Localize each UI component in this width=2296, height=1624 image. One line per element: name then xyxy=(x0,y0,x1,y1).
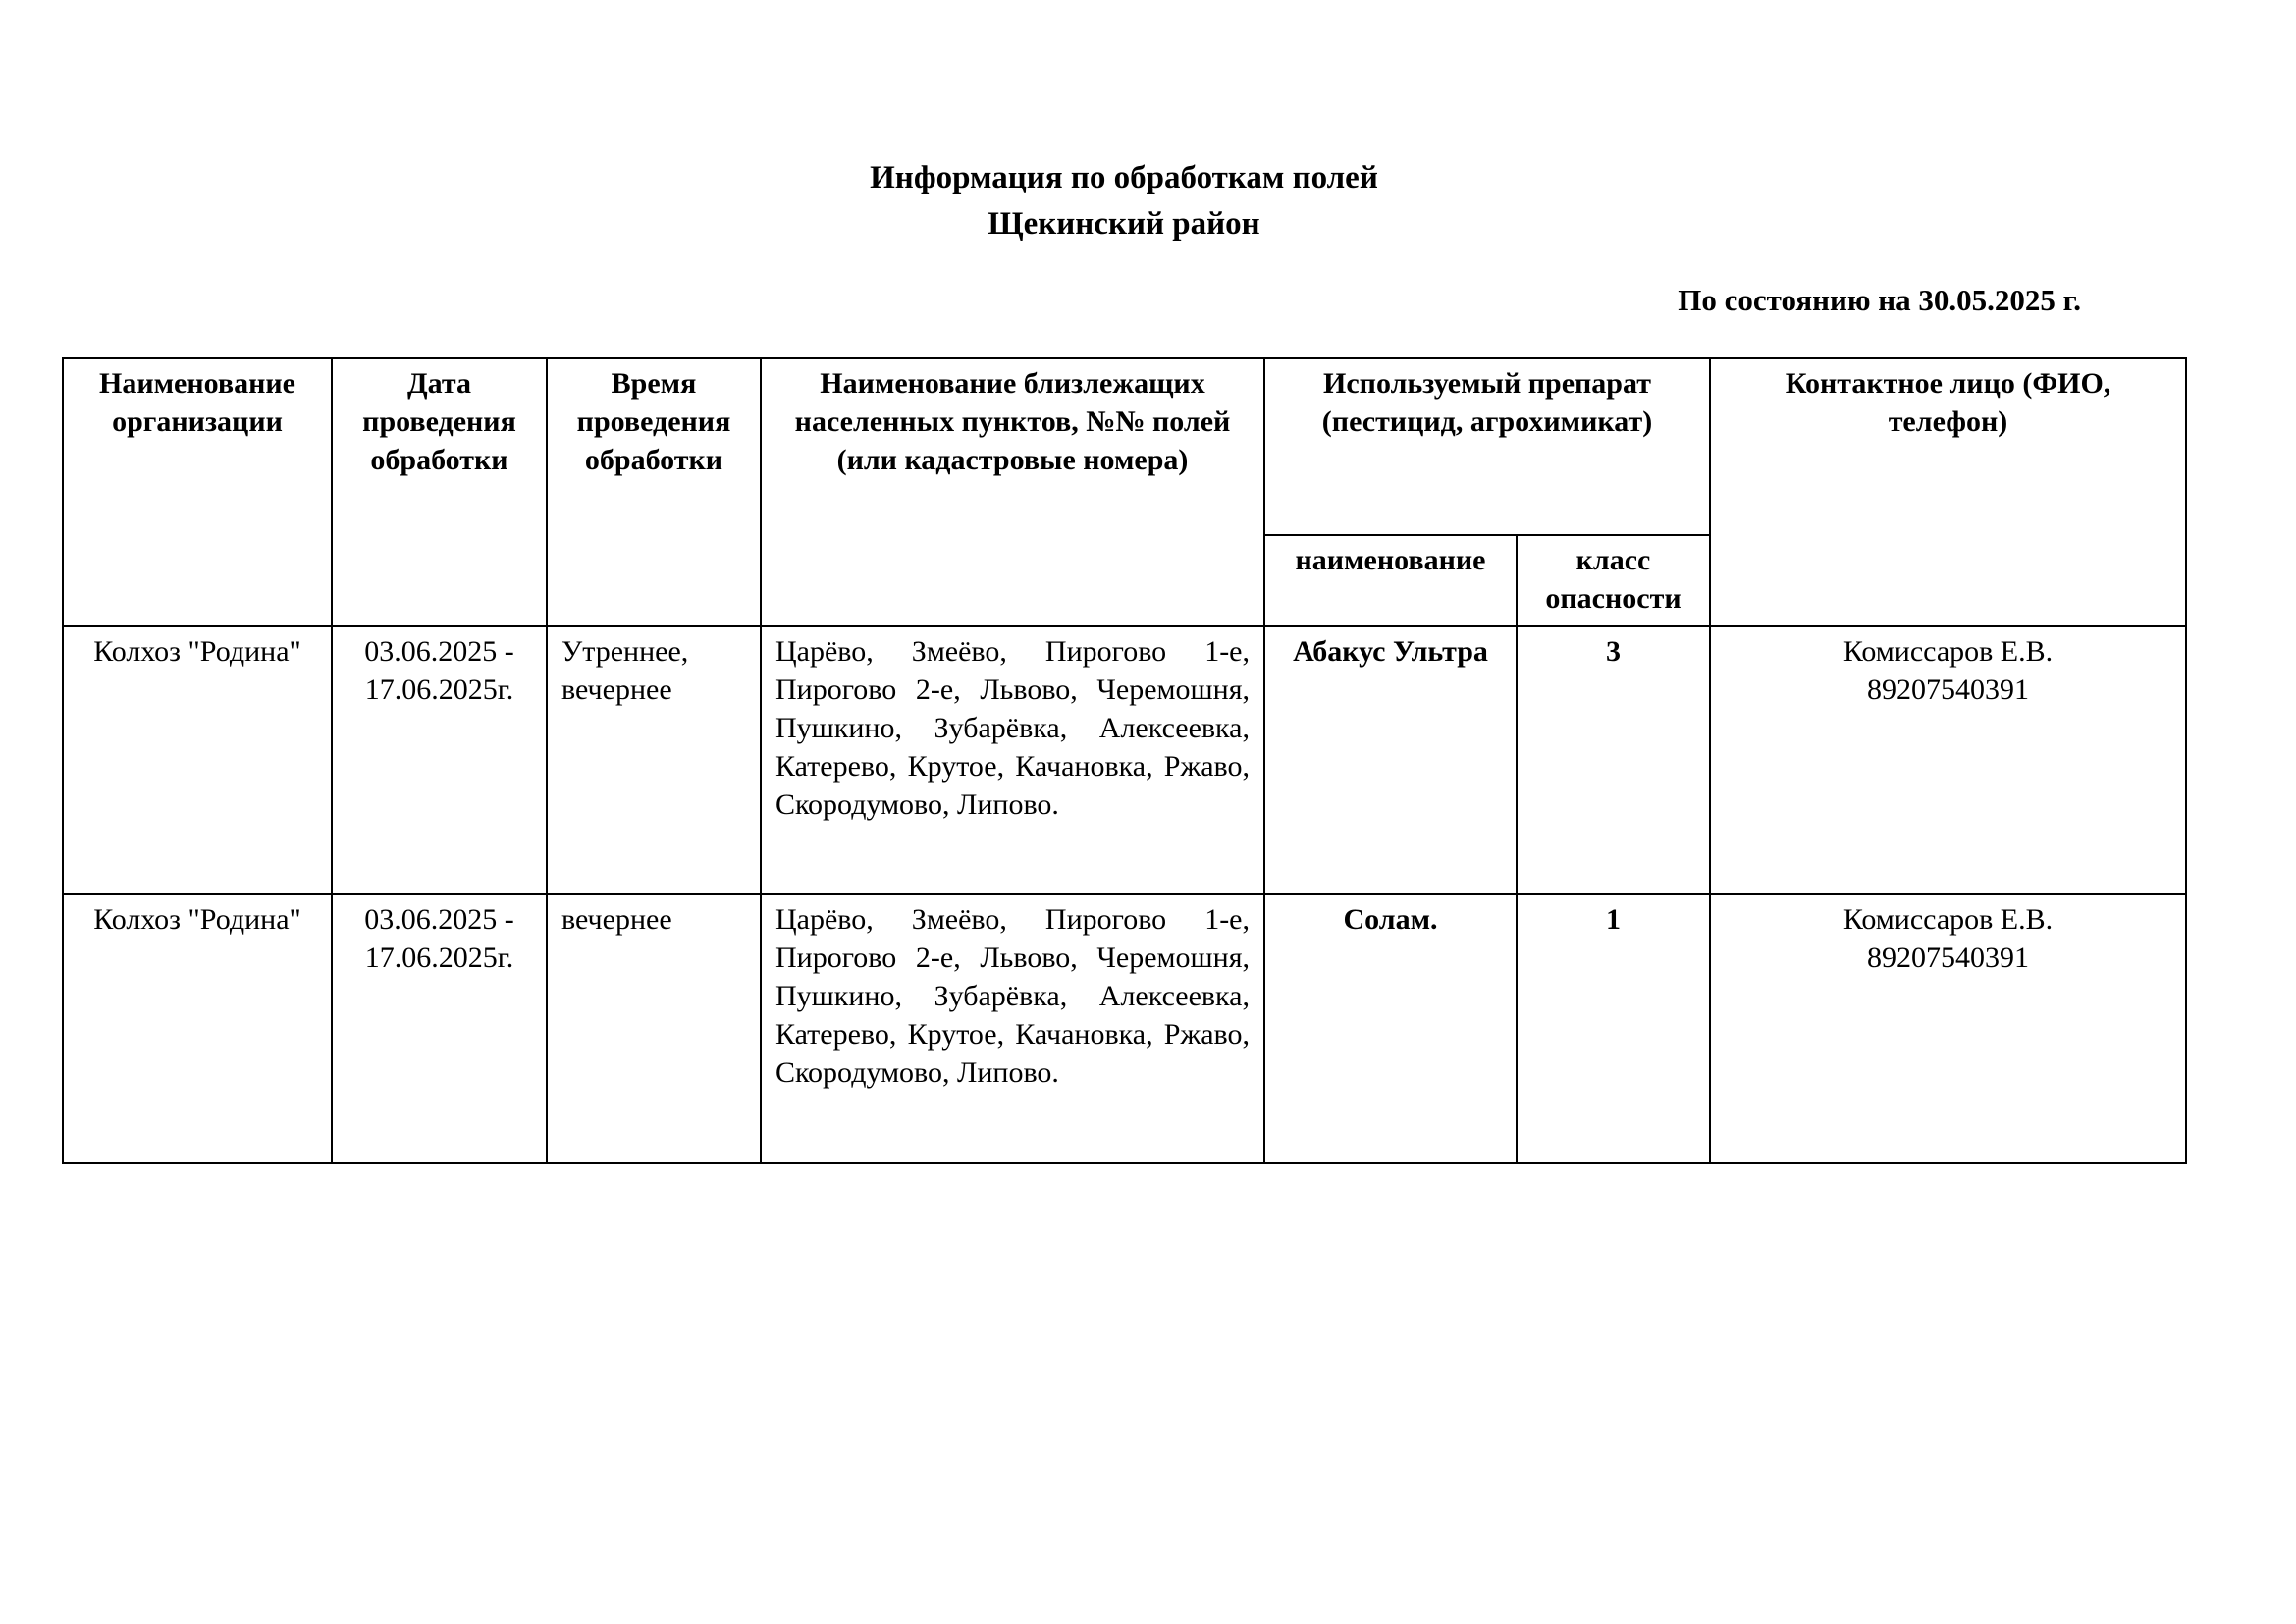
cell-places: Царёво, Змеёво, Пирогово 1-е, Пирогово 2-е, Львово, Черемошня, Пушкино, Зубарёвка, Алексеевка, Катерево, Крутое, Качановка, Ржаво, Скородумово, Липово. xyxy=(761,626,1264,894)
col-header-time: Время проведения обработки xyxy=(547,358,761,626)
cell-prep-class: 3 xyxy=(1517,626,1710,894)
table-header-row xyxy=(63,358,2186,535)
cell-date: 03.06.2025 - 17.06.2025г. xyxy=(332,894,547,1163)
contact-name: Комиссаров Е.В. xyxy=(1842,635,2054,668)
contact-phone: 89207540391 xyxy=(1867,674,2029,706)
cell-places: Царёво, Змеёво, Пирогово 1-е, Пирогово 2-е, Львово, Черемошня, Пушкино, Зубарёвка, Алексеевка, Катерево, Крутое, Качановка, Ржаво, Скородумово, Липово. xyxy=(761,894,1264,1163)
cell-org: Колхоз "Родина" xyxy=(63,626,332,894)
col-header-prep-name: наименование xyxy=(1264,535,1517,626)
cell-date: 03.06.2025 - 17.06.2025г. xyxy=(332,626,547,894)
cell-prep-class: 1 xyxy=(1517,894,1710,1163)
table-row xyxy=(63,894,2186,1163)
col-header-preparation: Используемый препарат (пестицид, агрохимикат) xyxy=(1264,358,1710,535)
col-header-org: Наименование организации xyxy=(63,358,332,626)
cell-contact xyxy=(1710,626,2186,894)
document-title xyxy=(0,155,2248,247)
cell-prep-name: Солам. xyxy=(1264,894,1517,1163)
title-line-2: Щекинский район xyxy=(988,206,1260,242)
status-date: По состоянию на 30.05.2025 г. xyxy=(1678,283,2081,317)
col-header-contact: Контактное лицо (ФИО, телефон) xyxy=(1710,358,2186,626)
cell-prep-name: Абакус Ультра xyxy=(1264,626,1517,894)
cell-contact xyxy=(1710,894,2186,1163)
col-header-places: Наименование близлежащих населенных пунктов, №№ полей (или кадастровые номера) xyxy=(761,358,1264,626)
cell-org: Колхоз "Родина" xyxy=(63,894,332,1163)
treatment-table xyxy=(62,357,2187,1164)
contact-name: Комиссаров Е.В. xyxy=(1842,903,2054,936)
cell-time: Утреннее, вечернее xyxy=(547,626,761,894)
col-header-date: Дата проведения обработки xyxy=(332,358,547,626)
table-row xyxy=(63,626,2186,894)
cell-time: вечернее xyxy=(547,894,761,1163)
col-header-prep-class: класс опасности xyxy=(1517,535,1710,626)
title-line-1: Информация по обработкам полей xyxy=(870,160,1378,195)
contact-phone: 89207540391 xyxy=(1867,942,2029,974)
